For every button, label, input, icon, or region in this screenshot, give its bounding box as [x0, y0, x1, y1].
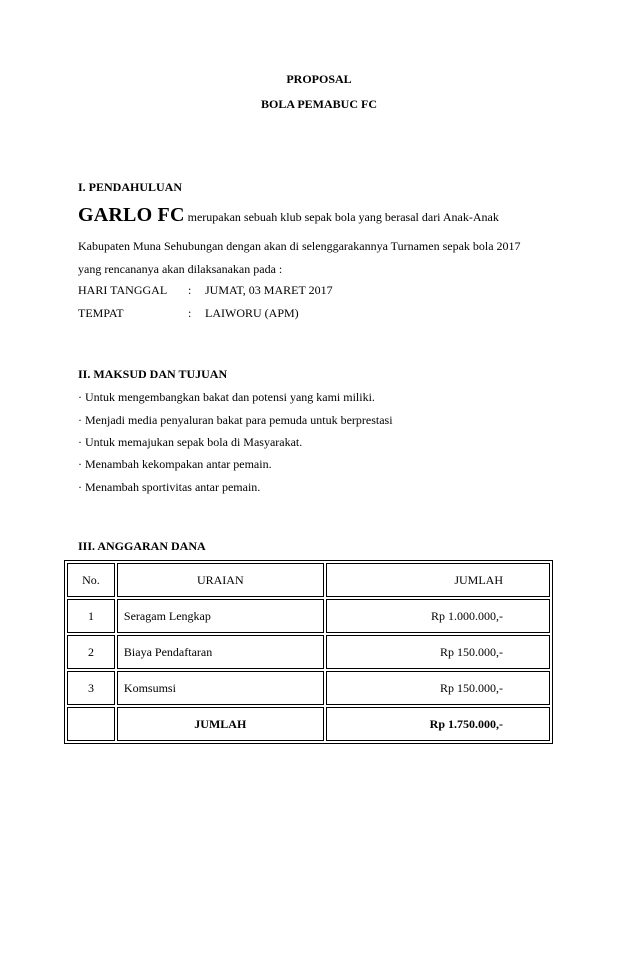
document-title: PROPOSAL [286, 72, 352, 86]
info-key-hari-tanggal: HARI TANGGAL [78, 283, 168, 297]
cell-jumlah: Rp 1.000.000,- [326, 599, 550, 633]
list-item: · Menambah sportivitas antar pemain. [78, 480, 261, 494]
table-total-row [67, 707, 550, 741]
intro-line2: Kabupaten Muna Sehubungan dengan akan di selenggarakannya Turnamen sepak bola 2017 [78, 239, 521, 253]
total-label: JUMLAH [117, 707, 324, 741]
cell-jumlah: Rp 150.000,- [326, 635, 550, 669]
intro-first-line [78, 204, 499, 227]
column-header-no: No. [67, 563, 115, 597]
document-subtitle: BOLA PEMABUC FC [260, 97, 377, 111]
budget-table [64, 560, 553, 744]
info-key-tempat: TEMPAT [78, 306, 124, 320]
section-heading-maksud-tujuan: II. MAKSUD DAN TUJUAN [78, 367, 228, 381]
section-heading-pendahuluan: I. PENDAHULUAN [78, 180, 183, 194]
section-heading-anggaran-dana: III. ANGGARAN DANA [78, 539, 206, 553]
info-colon: : [188, 283, 192, 297]
intro-line1-text: merupakan sebuah klub sepak bola yang berasal dari Anak-Anak [187, 210, 499, 224]
column-header-uraian: URAIAN [117, 563, 324, 597]
cell-uraian: Biaya Pendaftaran [117, 635, 324, 669]
table-row [67, 635, 550, 669]
cell-empty [67, 707, 115, 741]
total-value: Rp 1.750.000,- [326, 707, 550, 741]
cell-uraian: Seragam Lengkap [117, 599, 324, 633]
list-item: · Menjadi media penyaluran bakat para pemuda untuk berprestasi [78, 413, 393, 427]
list-item: · Untuk mengembangkan bakat dan potensi yang kami miliki. [78, 390, 375, 404]
table-header-row [67, 563, 550, 597]
cell-no: 3 [67, 671, 115, 705]
list-item: · Untuk memajukan sepak bola di Masyarakat. [78, 435, 303, 449]
info-value-tempat: LAIWORU (APM) [205, 306, 299, 320]
club-name: GARLO FC [78, 204, 185, 226]
cell-no: 2 [67, 635, 115, 669]
cell-no: 1 [67, 599, 115, 633]
intro-line3: yang rencananya akan dilaksanakan pada : [78, 262, 283, 276]
cell-jumlah: Rp 150.000,- [326, 671, 550, 705]
table-row [67, 599, 550, 633]
column-header-jumlah: JUMLAH [326, 563, 550, 597]
cell-uraian: Komsumsi [117, 671, 324, 705]
table-row [67, 671, 550, 705]
info-value-hari-tanggal: JUMAT, 03 MARET 2017 [205, 283, 333, 297]
list-item: · Menambah kekompakan antar pemain. [78, 457, 272, 471]
info-colon: : [188, 306, 192, 320]
